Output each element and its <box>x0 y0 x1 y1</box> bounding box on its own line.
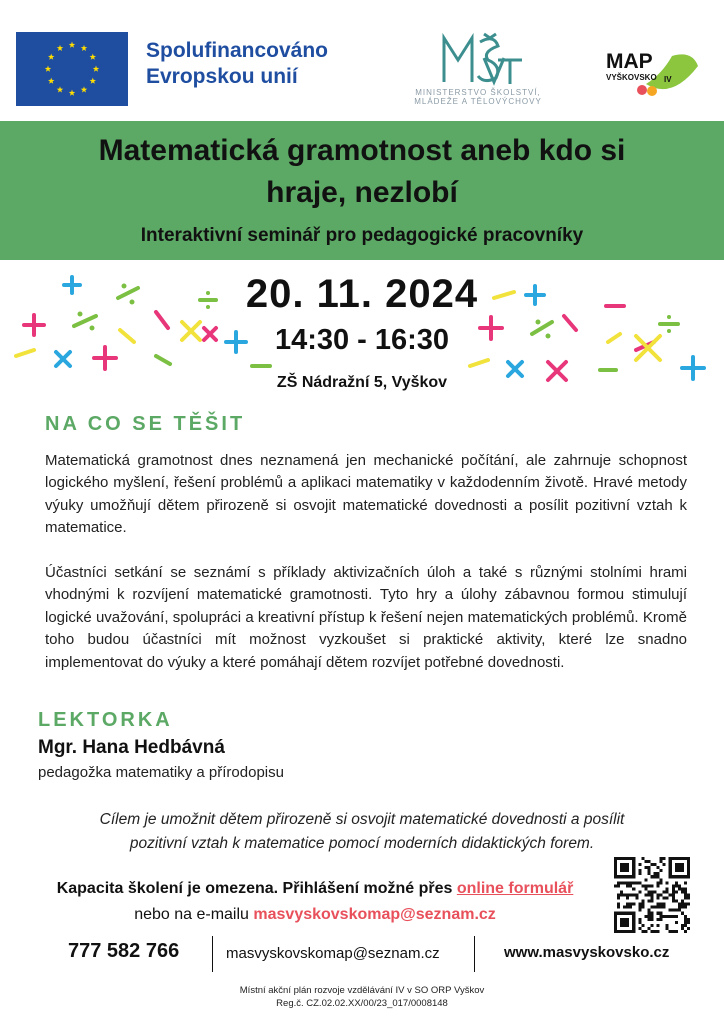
qr-code-icon[interactable] <box>614 857 690 933</box>
minus-icon <box>156 356 170 364</box>
eu-stars-icon <box>16 32 128 106</box>
star-icon <box>48 54 54 60</box>
eu-text-line2: Evropskou unií <box>146 65 298 88</box>
msmt-line1: MINISTERSTVO ŠKOLSTVÍ, <box>415 88 541 97</box>
map-logo-main: MAP <box>606 50 653 73</box>
eu-cofunding-text <box>146 38 328 90</box>
leaf-icon <box>646 54 698 89</box>
section-heading-expect: NA CO SE TĚŠIT <box>45 413 246 435</box>
online-form-link[interactable]: online formulář <box>456 880 574 897</box>
star-icon <box>48 78 54 84</box>
registration-info <box>20 876 610 928</box>
plus-icon <box>682 357 704 379</box>
footer-project-name: Místní akční plán rozvoje vzdělávání IV v SO ORP Vyškov <box>239 985 485 996</box>
footer-divider <box>474 936 475 972</box>
star-icon <box>69 42 75 48</box>
footer-reg-number: Reg.č. CZ.02.02.XX/00/23_017/0008148 <box>276 998 448 1009</box>
registration-email-link[interactable]: masvyskovskomap@seznam.cz <box>253 906 496 923</box>
star-icon <box>57 86 63 92</box>
divide-icon <box>74 312 96 331</box>
goal-statement <box>30 808 694 856</box>
expect-paragraph-2: Účastníci setkání se seznámí s příklady aktivizačních úloh a také s různými stolními hrami vhodnými k rozvíjení matematické gramotnosti. Tyto hry a úlohy zábavnou formou stimulují logické uvažování, spolupráci a kreativní přístup k řešení nejen matematických problémů. Kromě toho budou účastníci mít možnost vyzkoušet si praktické aktivity, které lze snadno implementovat do výuky a které pomáhají dětem rozvíjet potřebné dovednosti. <box>45 564 687 671</box>
expect-paragraph-1: Matematická gramotnost dnes neznamená jen mechanické počítání, ale zahrnuje schopnost logického myšlení, řešení problémů a aplikaci matematiky v každodenním životě. Hravé metody výuky umožňují dětem přirozeně si osvojit matematické dovednosti a posílit pozitivní vztah k matematice. <box>45 452 687 537</box>
msmt-logo <box>398 30 558 110</box>
star-icon <box>69 90 75 96</box>
plus-icon <box>526 286 544 304</box>
title-line2: hraje, nezlobí <box>266 176 458 209</box>
title-line1: Matematická gramotnost aneb kdo si <box>98 134 626 167</box>
msmt-line2: MLÁDEŽE A TĚLOVÝCHOVY <box>414 97 542 106</box>
minus-icon <box>564 316 576 330</box>
multiply-icon <box>182 322 200 340</box>
event-date: 20. 11. 2024 <box>245 272 479 316</box>
lector-name: Mgr. Hana Hedbávná <box>38 737 225 758</box>
multiply-icon <box>56 352 70 366</box>
lector-role: pedagožka matematiky a přírodopisu <box>38 764 284 781</box>
star-icon <box>90 78 96 84</box>
registration-text: Kapacita školení je omezena. Přihlášení možné přes <box>56 880 453 897</box>
footer-phone: 777 582 766 <box>68 940 180 962</box>
footer-email[interactable]: masvyskovskomap@seznam.cz <box>226 945 440 962</box>
event-place: ZŠ Nádražní 5, Vyškov <box>276 374 448 391</box>
page-title <box>20 130 704 214</box>
minus-icon <box>16 350 34 356</box>
plus-icon <box>24 315 44 335</box>
star-icon <box>57 45 63 51</box>
star-icon <box>81 86 87 92</box>
section-heading-lector: LEKTORKA <box>38 709 173 731</box>
eu-text-line1: Spolufinancováno <box>146 39 329 62</box>
star-icon <box>90 54 96 60</box>
star-icon <box>45 66 51 72</box>
map-logo-sub: VYŠKOVSKO <box>606 73 657 82</box>
divide-icon <box>532 320 552 339</box>
star-icon <box>93 66 99 72</box>
multiply-icon <box>548 362 566 380</box>
footer-divider <box>212 936 213 972</box>
map-vyskovsko-logo <box>602 44 702 102</box>
minus-icon <box>120 330 134 342</box>
event-time: 14:30 - 16:30 <box>274 324 450 356</box>
minus-icon <box>470 360 488 366</box>
msmt-monogram-icon <box>398 30 558 88</box>
divide-icon <box>118 284 138 305</box>
minus-icon <box>608 334 620 342</box>
plus-icon <box>64 277 80 293</box>
plus-icon <box>94 347 116 369</box>
page-subtitle: Interaktivní seminář pro pedagogické pracovníky <box>140 225 584 246</box>
footer-website[interactable]: www.masvyskovsko.cz <box>504 944 670 961</box>
minus-icon <box>156 312 168 328</box>
divide-icon <box>660 315 678 333</box>
registration-email-prefix: nebo na e-mailu <box>134 906 249 923</box>
msmt-caption <box>398 88 558 106</box>
star-icon <box>81 45 87 51</box>
eu-flag-logo <box>16 32 128 106</box>
goal-line2: pozitivní vztah k matematice pomocí moderních didaktických forem. <box>129 835 595 852</box>
map-logo-iv: IV <box>664 75 672 84</box>
goal-line1: Cílem je umožnit dětem přirozeně si osvojit matematické dovednosti a posílit <box>99 811 625 828</box>
